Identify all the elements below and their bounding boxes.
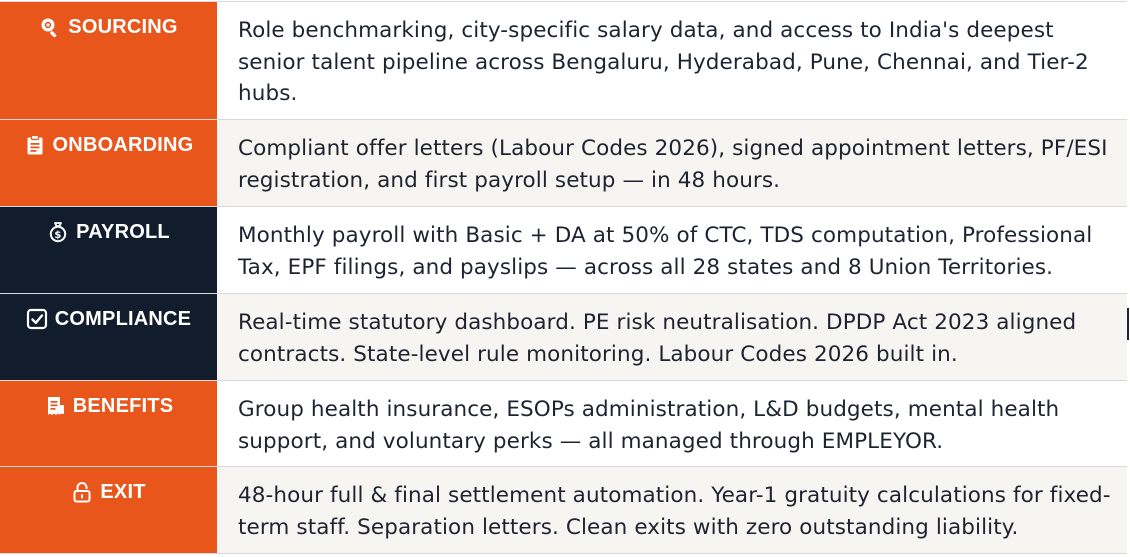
row-label: EXIT (100, 481, 146, 503)
lock-icon (71, 481, 93, 503)
row-label-cell (0, 2, 217, 119)
text-cursor (1127, 308, 1129, 340)
svg-text:$: $ (54, 230, 62, 241)
services-table (0, 1, 1127, 554)
row-label: BENEFITS (72, 395, 174, 417)
row-description: Real-time statutory dashboard. PE risk neutralisation. DPDP Act 2023 aligned contracts. State-level rule monitoring. Labour Codes 2026 built in. (217, 294, 1127, 380)
checkbox-icon (26, 308, 48, 330)
row-label-cell (0, 207, 217, 293)
receipt-icon (44, 395, 66, 417)
row-label-cell (0, 120, 217, 206)
table-row (0, 294, 1127, 381)
row-description: Group health insurance, ESOPs administration, L&D budgets, mental health support, and voluntary perks — all managed through EMPLEYOR. (217, 381, 1127, 466)
row-description: Monthly payroll with Basic + DA at 50% of CTC, TDS computation, Professional Tax, EPF filings, and payslips — across all 28 states and 8 Union Territories. (217, 207, 1127, 293)
money-bag-icon (47, 221, 69, 243)
clipboard-icon (24, 134, 46, 156)
row-description: Role benchmarking, city-specific salary data, and access to India's deepest senior talent pipeline across Bengaluru, Hyderabad, Pune, Chennai, and Tier-2 hubs. (217, 2, 1127, 119)
row-label: SOURCING (68, 16, 178, 38)
row-label-cell (0, 381, 217, 466)
table-row (0, 2, 1127, 120)
row-label: PAYROLL (76, 221, 170, 243)
row-label: ONBOARDING (52, 134, 194, 156)
row-label: COMPLIANCE (54, 308, 192, 330)
table-row (0, 467, 1127, 554)
search-icon (39, 16, 61, 38)
row-label-cell (0, 294, 217, 380)
table-row (0, 207, 1127, 294)
row-description: 48-hour full & final settlement automation. Year-1 gratuity calculations for fixed-term staff. Separation letters. Clean exits with zero outstanding liability. (217, 467, 1127, 553)
table-row (0, 381, 1127, 467)
row-description: Compliant offer letters (Labour Codes 2026), signed appointment letters, PF/ESI registration, and first payroll setup — in 48 hours. (217, 120, 1127, 206)
table-row (0, 120, 1127, 207)
row-label-cell (0, 467, 217, 553)
